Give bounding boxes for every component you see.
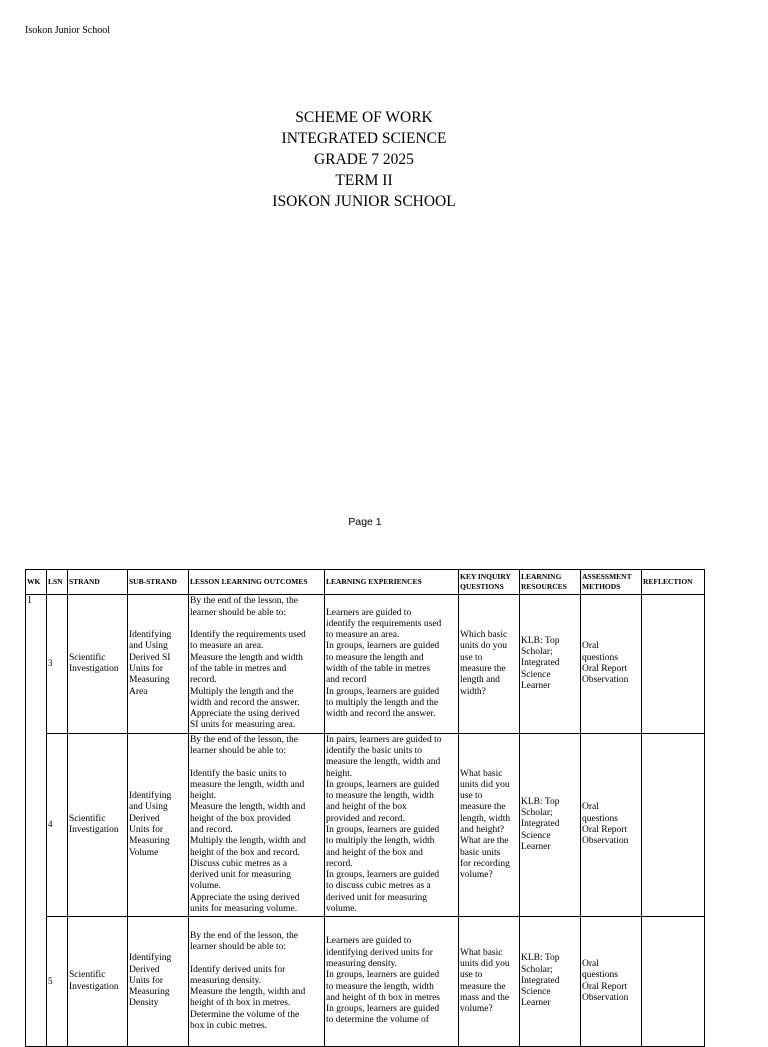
cell-line: Investigation (69, 825, 119, 835)
experiences-cell (325, 734, 459, 917)
cell-line: Oral (582, 802, 599, 813)
assessment-cell (581, 734, 642, 917)
week-cell: 1 (26, 595, 47, 1047)
cell-line: for recording (460, 858, 510, 869)
cell-line: Units for (129, 825, 164, 835)
cell-line: and Using (129, 802, 168, 813)
cell-line: Derived (129, 813, 160, 824)
cell-line: Scientific (69, 970, 106, 981)
cell-line (190, 953, 324, 964)
cell-line: Learner (521, 680, 551, 691)
cell-line: Identifying (129, 630, 172, 641)
cell-line: Volume (129, 847, 159, 858)
cell-line: identify the basic units to (326, 745, 423, 756)
cell-line: Oral Report (582, 981, 628, 992)
cell-line: measure the (460, 802, 506, 813)
lesson-number-cell: 3 (47, 595, 68, 734)
cell-line: provided and record. (326, 813, 405, 824)
lesson-number-cell: 4 (47, 734, 68, 917)
cell-line: derived unit for measuring (190, 870, 292, 881)
cell-line: Measuring (129, 836, 170, 847)
cell-line: Learners are guided to (326, 936, 412, 947)
cell-line: measure the (460, 664, 506, 674)
cell-line: measure the length, width and (326, 757, 441, 768)
cell-line: Identify the requirements used (190, 630, 306, 641)
cell-line: use to (460, 970, 483, 981)
title-line: TERM II (335, 172, 393, 189)
cell-line: of the table in metres and (190, 664, 287, 674)
cell-line: questions (582, 813, 618, 824)
cell-line: Measuring (129, 987, 170, 998)
cell-line: Units for (129, 975, 164, 986)
table-header-row (26, 570, 705, 595)
cell-line: Derived (129, 964, 160, 975)
cell-line: to multiply the length and the (326, 697, 439, 708)
cell-line: Identifying (129, 953, 172, 964)
cell-line: In pairs, learners are guided to (326, 734, 442, 745)
cell-line: By the end of the lesson, the (190, 596, 298, 607)
cell-line: box in cubic metres. (190, 1021, 268, 1032)
cell-line: units do you (460, 641, 507, 652)
cell-line: and record (326, 675, 367, 686)
cell-line: Scholar; (521, 808, 553, 819)
cell-line: to measure an area. (190, 641, 264, 652)
cell-line: Determine the volume of the (190, 1009, 300, 1020)
lesson-number-cell: 5 (47, 917, 68, 1047)
cell-line: units did you (460, 779, 510, 790)
cell-line: Integrated (521, 658, 560, 669)
header-reflection: REFLECTION (642, 570, 705, 595)
cell-line: length and (460, 675, 500, 686)
cell-line: KLB: Top (521, 796, 560, 807)
cell-line: Observation (582, 675, 629, 686)
key-inquiry-cell (459, 917, 520, 1047)
cell-line: width? (460, 686, 486, 697)
cell-line: height of the box provided (190, 813, 291, 824)
cell-line: In groups, learners are guided (326, 825, 440, 835)
cell-line: Integrated (521, 975, 560, 986)
cell-line: to determine the volume of (326, 1015, 429, 1026)
cell-line: Investigation (69, 981, 119, 992)
title-line: SCHEME OF WORK (295, 109, 433, 126)
header-outcomes: LESSON LEARNING OUTCOMES (189, 570, 325, 595)
cell-line: In groups, learners are guided (326, 970, 440, 981)
cell-line: units did you (460, 958, 510, 969)
cell-line: Science (521, 669, 551, 680)
cell-line: to measure an area. (326, 630, 400, 641)
cell-line: Measure the length, width and (190, 802, 306, 813)
cell-line: In groups, learners are guided (326, 870, 440, 881)
cell-line: use to (460, 652, 483, 663)
cell-line: Density (129, 998, 159, 1009)
table-row (26, 917, 705, 1047)
outcomes-cell (189, 917, 325, 1047)
cell-line: height. (190, 791, 217, 802)
cell-line: and height of the box (326, 802, 407, 813)
cell-line: record. (326, 858, 353, 869)
sub-strand-cell (128, 734, 189, 917)
cell-line: volume? (460, 870, 493, 881)
cell-line: Observation (582, 836, 629, 847)
cell-line: measure the length, width and (190, 779, 305, 790)
cell-line: measure the (460, 981, 506, 992)
school-header: Isokon Junior School (25, 25, 110, 36)
header-wk: WK (26, 570, 47, 595)
cell-line: to measure the length and (326, 652, 424, 663)
outcomes-cell (189, 734, 325, 917)
cell-line: Investigation (69, 664, 119, 674)
assessment-cell (581, 917, 642, 1047)
cell-line: Scholar; (521, 647, 553, 658)
resources-cell (520, 917, 581, 1047)
cell-line: What basic (460, 947, 503, 958)
cell-line: width and record the answer. (190, 697, 300, 708)
cell-line: Measure the length and width (190, 652, 303, 663)
cell-line: Oral (582, 641, 599, 652)
cell-line: Learner (521, 998, 551, 1009)
cell-line: SI units for measuring area. (190, 720, 296, 731)
cell-line: Identify the basic units to (190, 768, 287, 779)
cell-line: By the end of the lesson, the (190, 930, 298, 941)
cell-line: and height? (460, 825, 505, 835)
header-strand: STRAND (68, 570, 128, 595)
cell-line: Oral Report (582, 825, 628, 835)
cell-line: height. (326, 768, 353, 779)
cell-line: Identify derived units for (190, 964, 286, 975)
cell-line: Integrated (521, 819, 560, 830)
cell-line: height of th box in metres. (190, 998, 291, 1009)
cell-line: Derived SI (129, 652, 171, 663)
cell-line: volume. (326, 904, 357, 915)
cell-line: record. (190, 675, 217, 686)
cell-line: In groups, learners are guided (326, 1004, 440, 1015)
cell-line: Measuring (129, 675, 170, 686)
title-line: GRADE 7 2025 (314, 151, 414, 168)
cell-line: Oral Report (582, 664, 628, 674)
cell-line: Appreciate the using derived (190, 892, 300, 903)
reflection-cell (642, 734, 705, 917)
cell-line: Measure the length, width and (190, 987, 306, 998)
cell-line: Multiply the length, width and (190, 836, 306, 847)
cell-line: In groups, learners are guided (326, 641, 440, 652)
resources-cell (520, 734, 581, 917)
title-line: ISOKON JUNIOR SCHOOL (272, 193, 456, 210)
cell-line: units for measuring volume. (190, 904, 298, 915)
cell-line: length, width (460, 813, 511, 824)
strand-cell (68, 734, 128, 917)
outcomes-cell (189, 595, 325, 734)
key-inquiry-cell (459, 595, 520, 734)
cell-line: to measure the length, width (326, 981, 434, 992)
cell-line: Learner (521, 841, 551, 852)
cell-line: basic units (460, 847, 501, 858)
cell-line: identify the requirements used (326, 618, 442, 629)
cell-line: Oral (582, 958, 599, 969)
page-number: Page 1 (348, 516, 382, 528)
scheme-of-work-table (25, 569, 704, 1039)
cell-line: height of the box and record. (190, 847, 300, 858)
header-experiences: LEARNING EXPERIENCES (325, 570, 459, 595)
table-row (26, 595, 705, 734)
header-resources: LEARNING RESOURCES (520, 570, 581, 595)
cell-line: learner should be able to: (190, 745, 287, 756)
title-line: INTEGRATED SCIENCE (281, 130, 447, 147)
cell-line: and height of th box in metres (326, 992, 440, 1003)
cell-line: KLB: Top (521, 953, 560, 964)
key-inquiry-cell (459, 734, 520, 917)
cell-line: volume. (190, 881, 221, 892)
cell-line: In groups, learners are guided (326, 686, 440, 697)
cell-line: volume? (460, 1004, 493, 1015)
cell-line: to multiply the length, width (326, 836, 435, 847)
cell-line: measuring density. (190, 975, 262, 986)
cell-line: Scientific (69, 813, 106, 824)
cell-line: questions (582, 652, 618, 663)
cell-line: learner should be able to: (190, 941, 287, 952)
cell-line: Area (129, 686, 148, 697)
reflection-cell (642, 917, 705, 1047)
cell-line: Which basic (460, 630, 508, 641)
cell-line: and height of the box and (326, 847, 423, 858)
cell-line: Science (521, 987, 551, 998)
cell-line: and record. (190, 825, 233, 835)
resources-cell (520, 595, 581, 734)
cell-line: Science (521, 830, 551, 841)
header-lsn: LSN (47, 570, 68, 595)
cell-line: By the end of the lesson, the (190, 734, 298, 745)
cell-line: Discuss cubic metres as a (190, 858, 288, 869)
cell-line: Identifying (129, 791, 172, 802)
cell-line: Observation (582, 992, 629, 1003)
cell-line: questions (582, 970, 618, 981)
cell-line (190, 757, 324, 768)
reflection-cell (642, 595, 705, 734)
cell-line: KLB: Top (521, 635, 560, 646)
sub-strand-cell (128, 595, 189, 734)
cell-line: Scholar; (521, 964, 553, 975)
assessment-cell (581, 595, 642, 734)
cell-line: width of the table in metres (326, 664, 431, 674)
header-assessment: ASSESSMENT METHODS (581, 570, 642, 595)
experiences-cell (325, 595, 459, 734)
cell-line: Multiply the length and the (190, 686, 294, 697)
cell-line: learner should be able to: (190, 607, 287, 618)
strand-cell (68, 595, 128, 734)
cell-line: to discuss cubic metres as a (326, 881, 431, 892)
header-sub-strand: SUB-STRAND (128, 570, 189, 595)
cell-line: Units for (129, 664, 164, 674)
cell-line: In groups, learners are guided (326, 779, 440, 790)
cell-line: mass and the (460, 992, 510, 1003)
cell-line: measuring density. (326, 958, 398, 969)
cell-line (190, 619, 324, 630)
cell-line: use to (460, 791, 483, 802)
header-key-inquiry: KEY INQUIRY QUESTIONS (459, 570, 520, 595)
cell-line: Learners are guided to (326, 607, 412, 618)
cell-line: What basic (460, 768, 503, 779)
experiences-cell (325, 917, 459, 1047)
strand-cell (68, 917, 128, 1047)
cell-line: identifying derived units for (326, 947, 433, 958)
cell-line: What are the (460, 836, 509, 847)
cell-line: Appreciate the using derived (190, 709, 300, 720)
cell-line: derived unit for measuring (326, 892, 428, 903)
table-row (26, 734, 705, 917)
document-title (0, 107, 728, 212)
cell-line: and Using (129, 641, 168, 652)
sub-strand-cell (128, 917, 189, 1047)
cell-line: to measure the length, width (326, 791, 434, 802)
cell-line: Scientific (69, 652, 106, 663)
cell-line: width and record the answer. (326, 709, 436, 720)
